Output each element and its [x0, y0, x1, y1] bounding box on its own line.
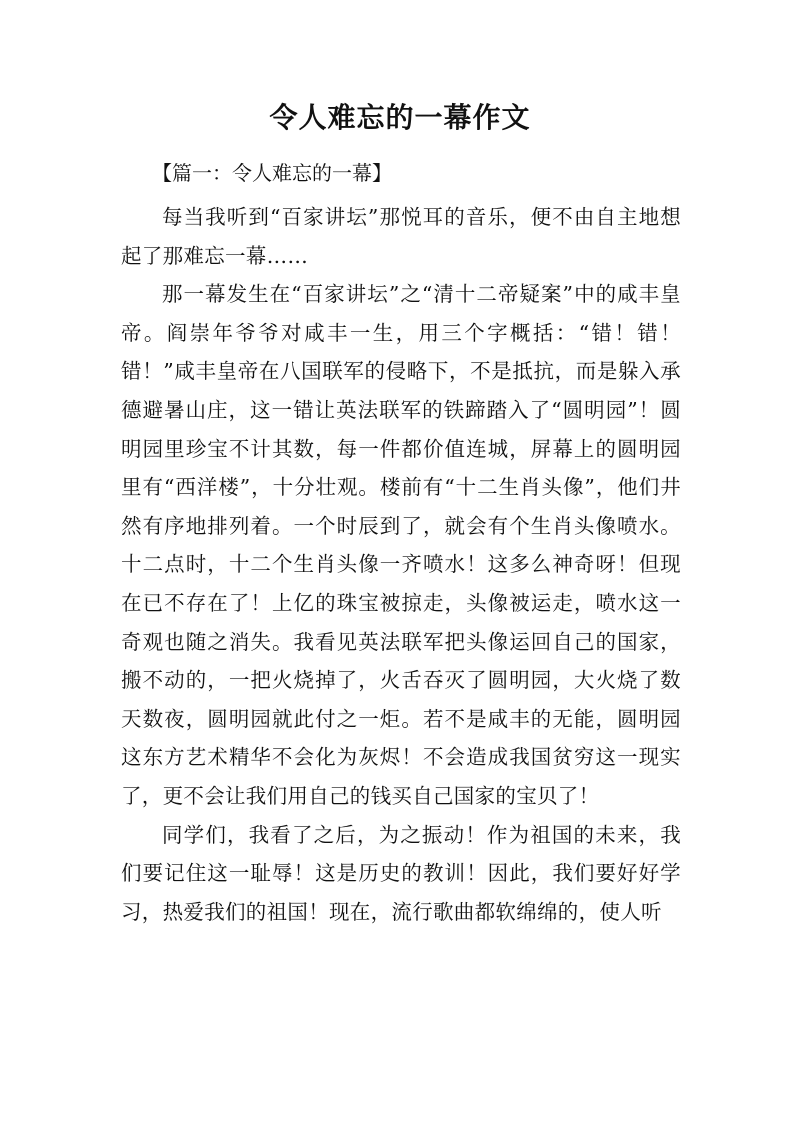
section-heading: 【篇一：令人难忘的一幕】 — [152, 161, 392, 185]
paragraph-1: 每当我听到“百家讲坛”那悦耳的音乐，便不由自主地想起了那难忘一幕…… — [121, 205, 681, 268]
paragraph-2: 那一幕发生在“百家讲坛”之“清十二帝疑案”中的咸丰皇帝。阎崇年爷爷对咸丰一生，用三个字概括：“错！错！错！”咸丰皇帝在八国联军的侵略下，不是抵抗，而是躲入承德避暑山庄，这一错让英法联军的铁蹄踏入了“圆明园”！圆明园里珍宝不计其数，每一件都价值连城，屏幕上的圆明园里有“西洋楼”，十分壮观。楼前有“十二生肖头像”，他们井然有序地排列着。一个时辰到了，就会有个生肖头像喷水。十二点时，十二个生肖头像一齐喷水！这多么神奇呀！但现在已不存在了！上亿的珠宝被掠走，头像被运走，喷水这一奇观也随之消失。我看见英法联军把头像运回自己的国家，搬不动的，一把火烧掉了，火舌吞灭了圆明园，大火烧了数天数夜，圆明园就此付之一炬。若不是咸丰的无能，圆明园这东方艺术精华不会化为灰烬！不会造成我国贫穷这一现实了，更不会让我们用自己的钱买自己国家的宝贝了！ — [121, 282, 681, 808]
paragraph-3: 同学们，我看了之后，为之振动！作为祖国的未来，我们要记住这一耻辱！这是历史的教训！因此，我们要好好学习，热爱我们的祖国！现在，流行歌曲都软绵绵的，使人听 — [121, 822, 681, 924]
document-body — [121, 198, 681, 931]
document-title: 令人难忘的一幕作文 — [269, 101, 531, 134]
